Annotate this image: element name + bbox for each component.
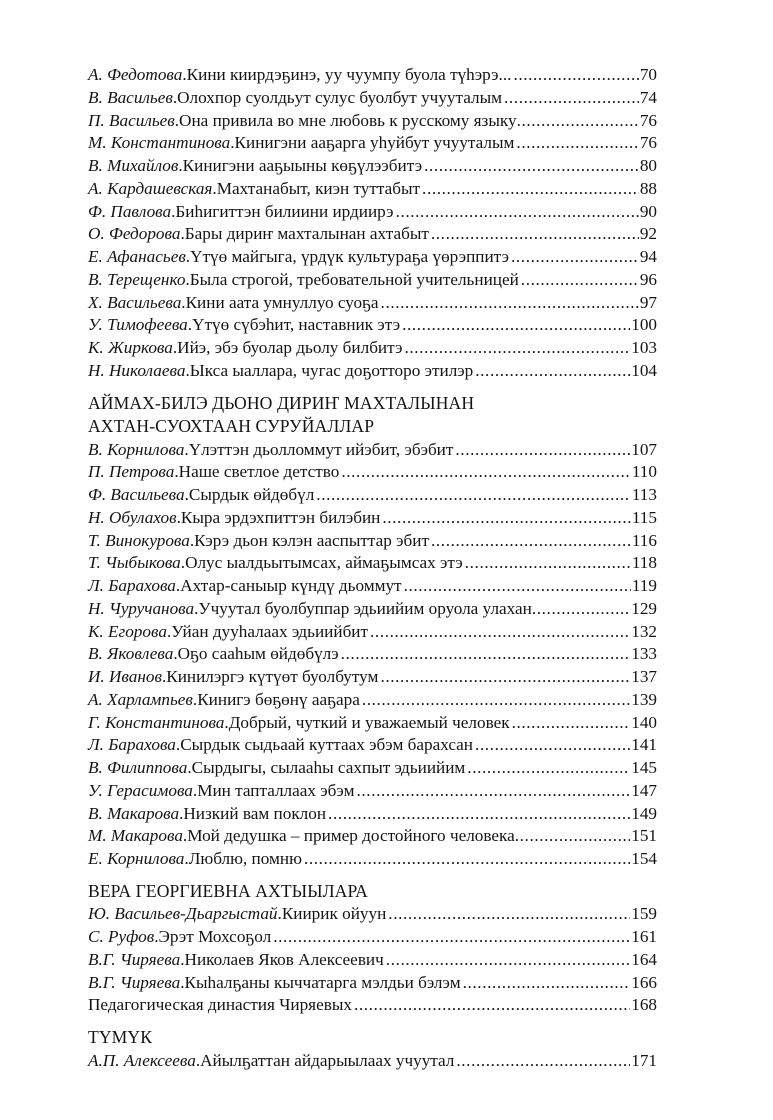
- entry-title: Низкий вам поклон: [183, 803, 327, 823]
- entry-page-number: 104: [631, 360, 657, 380]
- toc-entry[interactable]: [88, 110, 657, 133]
- entry-title: Кинигэни ааҕарга уһуйбут учууталым: [234, 133, 515, 153]
- dot-leader: [424, 155, 639, 178]
- entry-author: У. Тимофеева: [88, 315, 188, 335]
- dot-leader: [467, 757, 630, 780]
- entry-page-number: 168: [631, 995, 657, 1015]
- entry-page-number: 90: [639, 201, 657, 221]
- entry-title: Кинигэ бөҕөнү ааҕара: [197, 689, 360, 709]
- entry-title: Сырдык сыдьаай куттаах эбэм барахсан: [180, 735, 473, 755]
- entry-title: Ийэ, эбэ буолар дьолу билбитэ: [177, 338, 403, 357]
- dot-leader: [463, 972, 631, 995]
- entry-page-number: 141: [631, 735, 657, 755]
- entry-separator: .: [192, 780, 198, 800]
- entry-author: М. Константинова: [88, 133, 231, 153]
- toc-entry[interactable]: [88, 360, 657, 383]
- entry-page-number: 133: [631, 644, 657, 664]
- entry-page-number: 149: [631, 803, 657, 823]
- entry-separator: .: [174, 462, 179, 482]
- toc-entry[interactable]: [88, 155, 657, 178]
- entry-title: Үлэттэн дьолломмут ийэбит, эбэбит: [188, 439, 454, 459]
- entry-author: А. Харлампьев: [88, 689, 193, 709]
- dot-leader: [404, 337, 630, 360]
- dot-leader: [465, 552, 631, 575]
- entry-author: И. Иванов: [88, 667, 162, 686]
- entry-separator: .: [192, 689, 198, 709]
- entry-title: Добрый, чуткий и уважаемый человек: [228, 712, 510, 732]
- entry-title: Оҕо сааһым өйдөбүлэ: [177, 644, 339, 664]
- entry-page-number: 96: [639, 269, 657, 289]
- dot-leader: [475, 360, 630, 383]
- dot-leader: [456, 1050, 630, 1073]
- entry-title: Она привила во мне любовь к русскому языку: [179, 110, 517, 130]
- entry-title: Олус ыалдьытымсах, аймаҕымсах этэ: [185, 553, 463, 573]
- toc-entry[interactable]: [88, 689, 657, 712]
- entry-title: Николаев Яков Алексеевич: [184, 949, 384, 969]
- entry-page-number: 110: [631, 462, 657, 482]
- entry-separator: .: [195, 1050, 201, 1070]
- toc-entry[interactable]: [88, 337, 657, 360]
- entry-author: К. Жиркова: [88, 338, 173, 357]
- entry-title: Ыкса ыаллара, чугас доҕотторо этилэр: [189, 360, 474, 380]
- entry-separator: .: [185, 269, 190, 289]
- entry-separator: .: [277, 904, 282, 924]
- toc-entry[interactable]: [88, 246, 657, 269]
- entry-title: Кэрэ дьон кэлэн ааспыттар эбит: [194, 530, 429, 550]
- entry-page-number: 147: [631, 780, 657, 800]
- dot-leader: [431, 223, 639, 246]
- entry-separator: .: [212, 178, 217, 198]
- entry-page-number: 166: [631, 972, 657, 992]
- entry-separator: .: [173, 644, 178, 664]
- entry-separator: .: [166, 621, 172, 641]
- entry-separator: .: [179, 803, 184, 823]
- entry-author: В.Г. Чиряева: [88, 949, 181, 969]
- entry-separator: .: [175, 576, 181, 595]
- toc-entry[interactable]: [88, 132, 657, 155]
- toc-section-1: [88, 64, 657, 383]
- entry-author: А.П. Алексеева: [88, 1050, 196, 1070]
- entry-author: В. Филиппова: [88, 758, 188, 777]
- dot-leader: [513, 64, 638, 87]
- entry-page-number: 159: [631, 904, 657, 924]
- dot-leader: [516, 132, 638, 155]
- dot-leader: [370, 621, 630, 644]
- entry-separator: .: [180, 224, 185, 244]
- dot-leader: [396, 201, 639, 224]
- entry-page-number: 88: [639, 178, 657, 198]
- entry-separator: .: [185, 247, 191, 266]
- toc-entry[interactable]: [88, 223, 657, 246]
- toc-entry[interactable]: [88, 484, 657, 507]
- entry-author: В. Терещенко: [88, 269, 186, 289]
- entry-title: Кинигэни ааҕыыны көҕүлээбитэ: [182, 156, 423, 175]
- toc-entry[interactable]: [88, 1050, 657, 1073]
- entry-author: В. Михайлов: [88, 156, 179, 175]
- dot-leader: [532, 598, 630, 621]
- toc-entry[interactable]: [88, 666, 657, 689]
- toc-entry[interactable]: [88, 530, 657, 553]
- entry-title: Учуутал буолбуппар эдьиийим оруола улахан: [198, 598, 532, 618]
- entry-separator: .: [189, 530, 195, 550]
- entry-page-number: 100: [631, 315, 657, 335]
- toc-entry[interactable]: [88, 64, 657, 87]
- entry-title: Махтанабыт, киэн туттабыт: [216, 178, 421, 198]
- dot-leader: [402, 314, 630, 337]
- entry-author: Т. Винокурова: [88, 530, 190, 550]
- entry-author: Н. Чуручанова: [88, 598, 195, 618]
- toc-entry[interactable]: [88, 507, 657, 530]
- entry-separator: .: [180, 972, 185, 992]
- entry-author: Т. Чыбыкова: [88, 553, 181, 573]
- entry-title: Наше светлое детство: [178, 462, 340, 482]
- toc-entry[interactable]: [88, 87, 657, 110]
- dot-leader: [455, 439, 630, 462]
- toc-entry[interactable]: [88, 926, 657, 949]
- dot-leader: [354, 994, 630, 1017]
- entry-separator: .: [154, 927, 159, 946]
- entry-author: Х. Васильева: [88, 292, 182, 312]
- entry-author: П. Васильев: [88, 110, 175, 130]
- toc-entry[interactable]: [88, 621, 657, 644]
- entry-separator: .: [230, 133, 235, 153]
- entry-author: М. Макарова: [88, 826, 183, 846]
- dot-leader: [386, 949, 630, 972]
- dot-leader: [304, 848, 630, 871]
- dot-leader: [316, 484, 631, 507]
- entry-page-number: 113: [631, 485, 657, 504]
- entry-separator: .: [181, 292, 186, 312]
- toc-entry[interactable]: [88, 439, 657, 462]
- toc-entry[interactable]: [88, 903, 657, 926]
- entry-separator: .: [180, 553, 186, 573]
- section-heading: АЙМАХ-БИЛЭ ДЬОНО ДИРИҤ МАХТАЛЫНАН: [88, 392, 475, 413]
- entry-page-number: 74: [639, 87, 657, 107]
- entry-title: Бары дириҥ махталынан ахтабыт: [184, 224, 429, 244]
- entry-separator: .: [182, 826, 188, 846]
- entry-page-number: 154: [631, 849, 657, 868]
- entry-page-number: 139: [631, 689, 657, 709]
- section-heading: АХТАН-СУОХТААН СУРУЙАЛЛАР: [88, 416, 375, 436]
- entry-author: В. Яковлева: [88, 644, 174, 664]
- entry-author: В. Васильев: [88, 87, 173, 107]
- entry-page-number: 129: [631, 598, 657, 618]
- entry-page-number: 171: [631, 1050, 657, 1070]
- entry-author: Е. Афанасьев: [88, 247, 186, 266]
- dot-leader: [515, 825, 630, 848]
- dot-leader: [422, 178, 639, 201]
- entry-page-number: 161: [631, 927, 657, 946]
- toc-entry[interactable]: [88, 712, 657, 735]
- entry-page-number: 132: [631, 621, 657, 641]
- toc-entry[interactable]: [88, 949, 657, 972]
- toc-entry[interactable]: [88, 757, 657, 780]
- dot-leader: [504, 87, 639, 110]
- toc-entry[interactable]: [88, 269, 657, 292]
- toc-entry[interactable]: [88, 598, 657, 621]
- section-heading: ВЕРА ГЕОРГИЕВНА АХТЫЫЛАРА: [88, 880, 368, 901]
- entry-author: Н. Николаева: [88, 360, 186, 380]
- entry-author: П. Петрова: [88, 462, 175, 482]
- entry-separator: .: [182, 65, 187, 84]
- toc-entry[interactable]: [88, 178, 657, 201]
- entry-title: Кыра эрдэхпиттэн билэбин: [180, 507, 381, 527]
- toc-entry[interactable]: [88, 292, 657, 315]
- entry-title: Айылҕаттан айдарыылаах учуутал: [200, 1050, 455, 1070]
- entry-author: В. Макарова: [88, 803, 180, 823]
- dot-leader: [381, 292, 639, 315]
- dot-leader: [341, 461, 630, 484]
- dot-leader: [362, 689, 630, 712]
- entry-separator: .: [194, 598, 199, 618]
- entry-separator: .: [184, 849, 189, 868]
- entry-page-number: 119: [631, 576, 657, 595]
- entry-author: А. Федотова: [88, 65, 183, 84]
- entry-title: Кыһалҕаны кыччатарга мэлдьи бэлэм: [184, 972, 461, 992]
- toc-section-conclusion: [88, 1026, 657, 1072]
- table-of-contents: [88, 64, 657, 1072]
- entry-title: Үтүө сүбэһит, наставник этэ: [192, 315, 401, 335]
- entry-page-number: 151: [631, 826, 657, 846]
- toc-entry[interactable]: [88, 643, 657, 666]
- toc-entry[interactable]: [88, 825, 657, 848]
- entry-author: У. Герасимова: [88, 780, 193, 800]
- entry-page-number: 145: [631, 758, 657, 777]
- entry-author: С. Руфов: [88, 927, 155, 946]
- entry-title: Педагогическая династия Чиряевых: [88, 995, 352, 1015]
- entry-separator: .: [161, 667, 167, 686]
- entry-separator: .: [174, 110, 180, 130]
- dot-leader: [404, 575, 631, 598]
- entry-separator: .: [187, 758, 192, 777]
- entry-author: Л. Барахова: [88, 735, 176, 755]
- entry-page-number: 70: [639, 65, 657, 84]
- entry-title: Ахтар-саныыр күндү дьоммут: [180, 576, 402, 595]
- entry-author: Е. Корнилова: [88, 849, 185, 868]
- toc-entry[interactable]: [88, 201, 657, 224]
- entry-separator: .: [176, 507, 181, 527]
- toc-section-vera-georgievna: [88, 880, 657, 1017]
- toc-entry[interactable]: [88, 848, 657, 871]
- entry-page-number: 103: [631, 338, 657, 357]
- entry-title: Мин тапталлаах эбэм: [197, 780, 355, 800]
- entry-author: Л. Барахова: [88, 576, 176, 595]
- entry-title: Сырдык өйдөбүл: [188, 485, 315, 504]
- toc-entry[interactable]: [88, 780, 657, 803]
- entry-page-number: 76: [639, 110, 657, 130]
- entry-page-number: 94: [639, 247, 657, 266]
- entry-title: Киирик ойуун: [281, 904, 387, 924]
- entry-author: А. Кардашевская: [88, 178, 213, 198]
- dot-leader: [328, 803, 630, 826]
- toc-entry[interactable]: [88, 994, 657, 1017]
- entry-title: Была строгой, требовательной учительницей: [189, 269, 519, 289]
- entry-title: Эрэт Мохсоҕол: [158, 927, 272, 946]
- entry-page-number: 76: [639, 133, 657, 153]
- entry-page-number: 92: [639, 224, 657, 244]
- entry-author: Г. Константинова: [88, 712, 225, 732]
- entry-author: Ф. Павлова: [88, 201, 172, 221]
- dot-leader: [431, 530, 631, 553]
- entry-page-number: 137: [631, 667, 657, 686]
- entry-title: Кини аата умнуллуо суоҕа: [185, 292, 379, 312]
- entry-author: Ю. Васильев-Дьаргыстай: [88, 904, 278, 924]
- entry-page-number: 118: [631, 553, 657, 573]
- entry-title: Үтүө майгыга, үрдүк культураҕа үөрэппитэ: [190, 247, 509, 266]
- entry-separator: .: [184, 485, 189, 504]
- toc-entry[interactable]: [88, 314, 657, 337]
- entry-page-number: 115: [631, 507, 657, 527]
- entry-separator: .: [172, 87, 178, 107]
- toc-entry[interactable]: [88, 972, 657, 995]
- entry-separator: .: [172, 338, 178, 357]
- entry-separator: .: [171, 201, 176, 221]
- dot-leader: [517, 110, 639, 133]
- entry-separator: .: [184, 439, 189, 459]
- dot-leader: [380, 666, 630, 689]
- dot-leader: [512, 712, 631, 735]
- entry-separator: .: [175, 735, 181, 755]
- entry-page-number: 107: [631, 439, 657, 459]
- entry-page-number: 140: [631, 712, 657, 732]
- dot-leader: [475, 734, 630, 757]
- entry-separator: .: [224, 712, 229, 732]
- toc-entry[interactable]: [88, 734, 657, 757]
- entry-author: К. Егорова: [88, 621, 167, 641]
- dot-leader: [521, 269, 639, 292]
- toc-entry[interactable]: [88, 803, 657, 826]
- entry-author: Н. Обулахов: [88, 507, 177, 527]
- entry-page-number: 116: [631, 530, 657, 550]
- dot-leader: [341, 643, 631, 666]
- dot-leader: [388, 903, 630, 926]
- entry-page-number: 80: [639, 156, 657, 175]
- entry-title: Мой дедушка – пример достойного человека: [187, 826, 515, 846]
- entry-separator: .: [187, 315, 193, 335]
- entry-page-number: 164: [631, 949, 657, 969]
- entry-author: В. Корнилова: [88, 439, 185, 459]
- dot-leader: [273, 926, 630, 949]
- toc-entry[interactable]: [88, 552, 657, 575]
- entry-separator: .: [185, 360, 190, 380]
- entry-title: Олохпор суолдьут сулус буолбут учууталым: [177, 87, 503, 107]
- dot-leader: [382, 507, 630, 530]
- entry-title: Биһигиттэн билиини ирдиирэ: [175, 201, 394, 221]
- entry-title: Кинилэргэ күтүөт буолбутум: [166, 667, 379, 686]
- entry-title: Сырдыгы, сылааһы сахпыт эдьиийим: [191, 758, 466, 777]
- entry-title: Люблю, помню: [188, 849, 302, 868]
- entry-page-number: 97: [639, 292, 657, 312]
- toc-entry[interactable]: [88, 575, 657, 598]
- entry-author: В.Г. Чиряева: [88, 972, 181, 992]
- entry-author: О. Федорова: [88, 224, 181, 244]
- toc-section-relatives: [88, 392, 657, 871]
- entry-title: Уйан дууһалаах эдьиийбит: [171, 621, 369, 641]
- entry-author: Ф. Васильева: [88, 485, 185, 504]
- dot-leader: [511, 246, 639, 269]
- entry-title: Кини киирдэҕинэ, уу чуумпу буола түһэрэ...: [186, 65, 512, 84]
- section-heading: ТҮМҮК: [88, 1027, 153, 1047]
- dot-leader: [357, 780, 631, 803]
- toc-entry[interactable]: [88, 461, 657, 484]
- entry-separator: .: [180, 949, 185, 969]
- entry-separator: .: [178, 156, 183, 175]
